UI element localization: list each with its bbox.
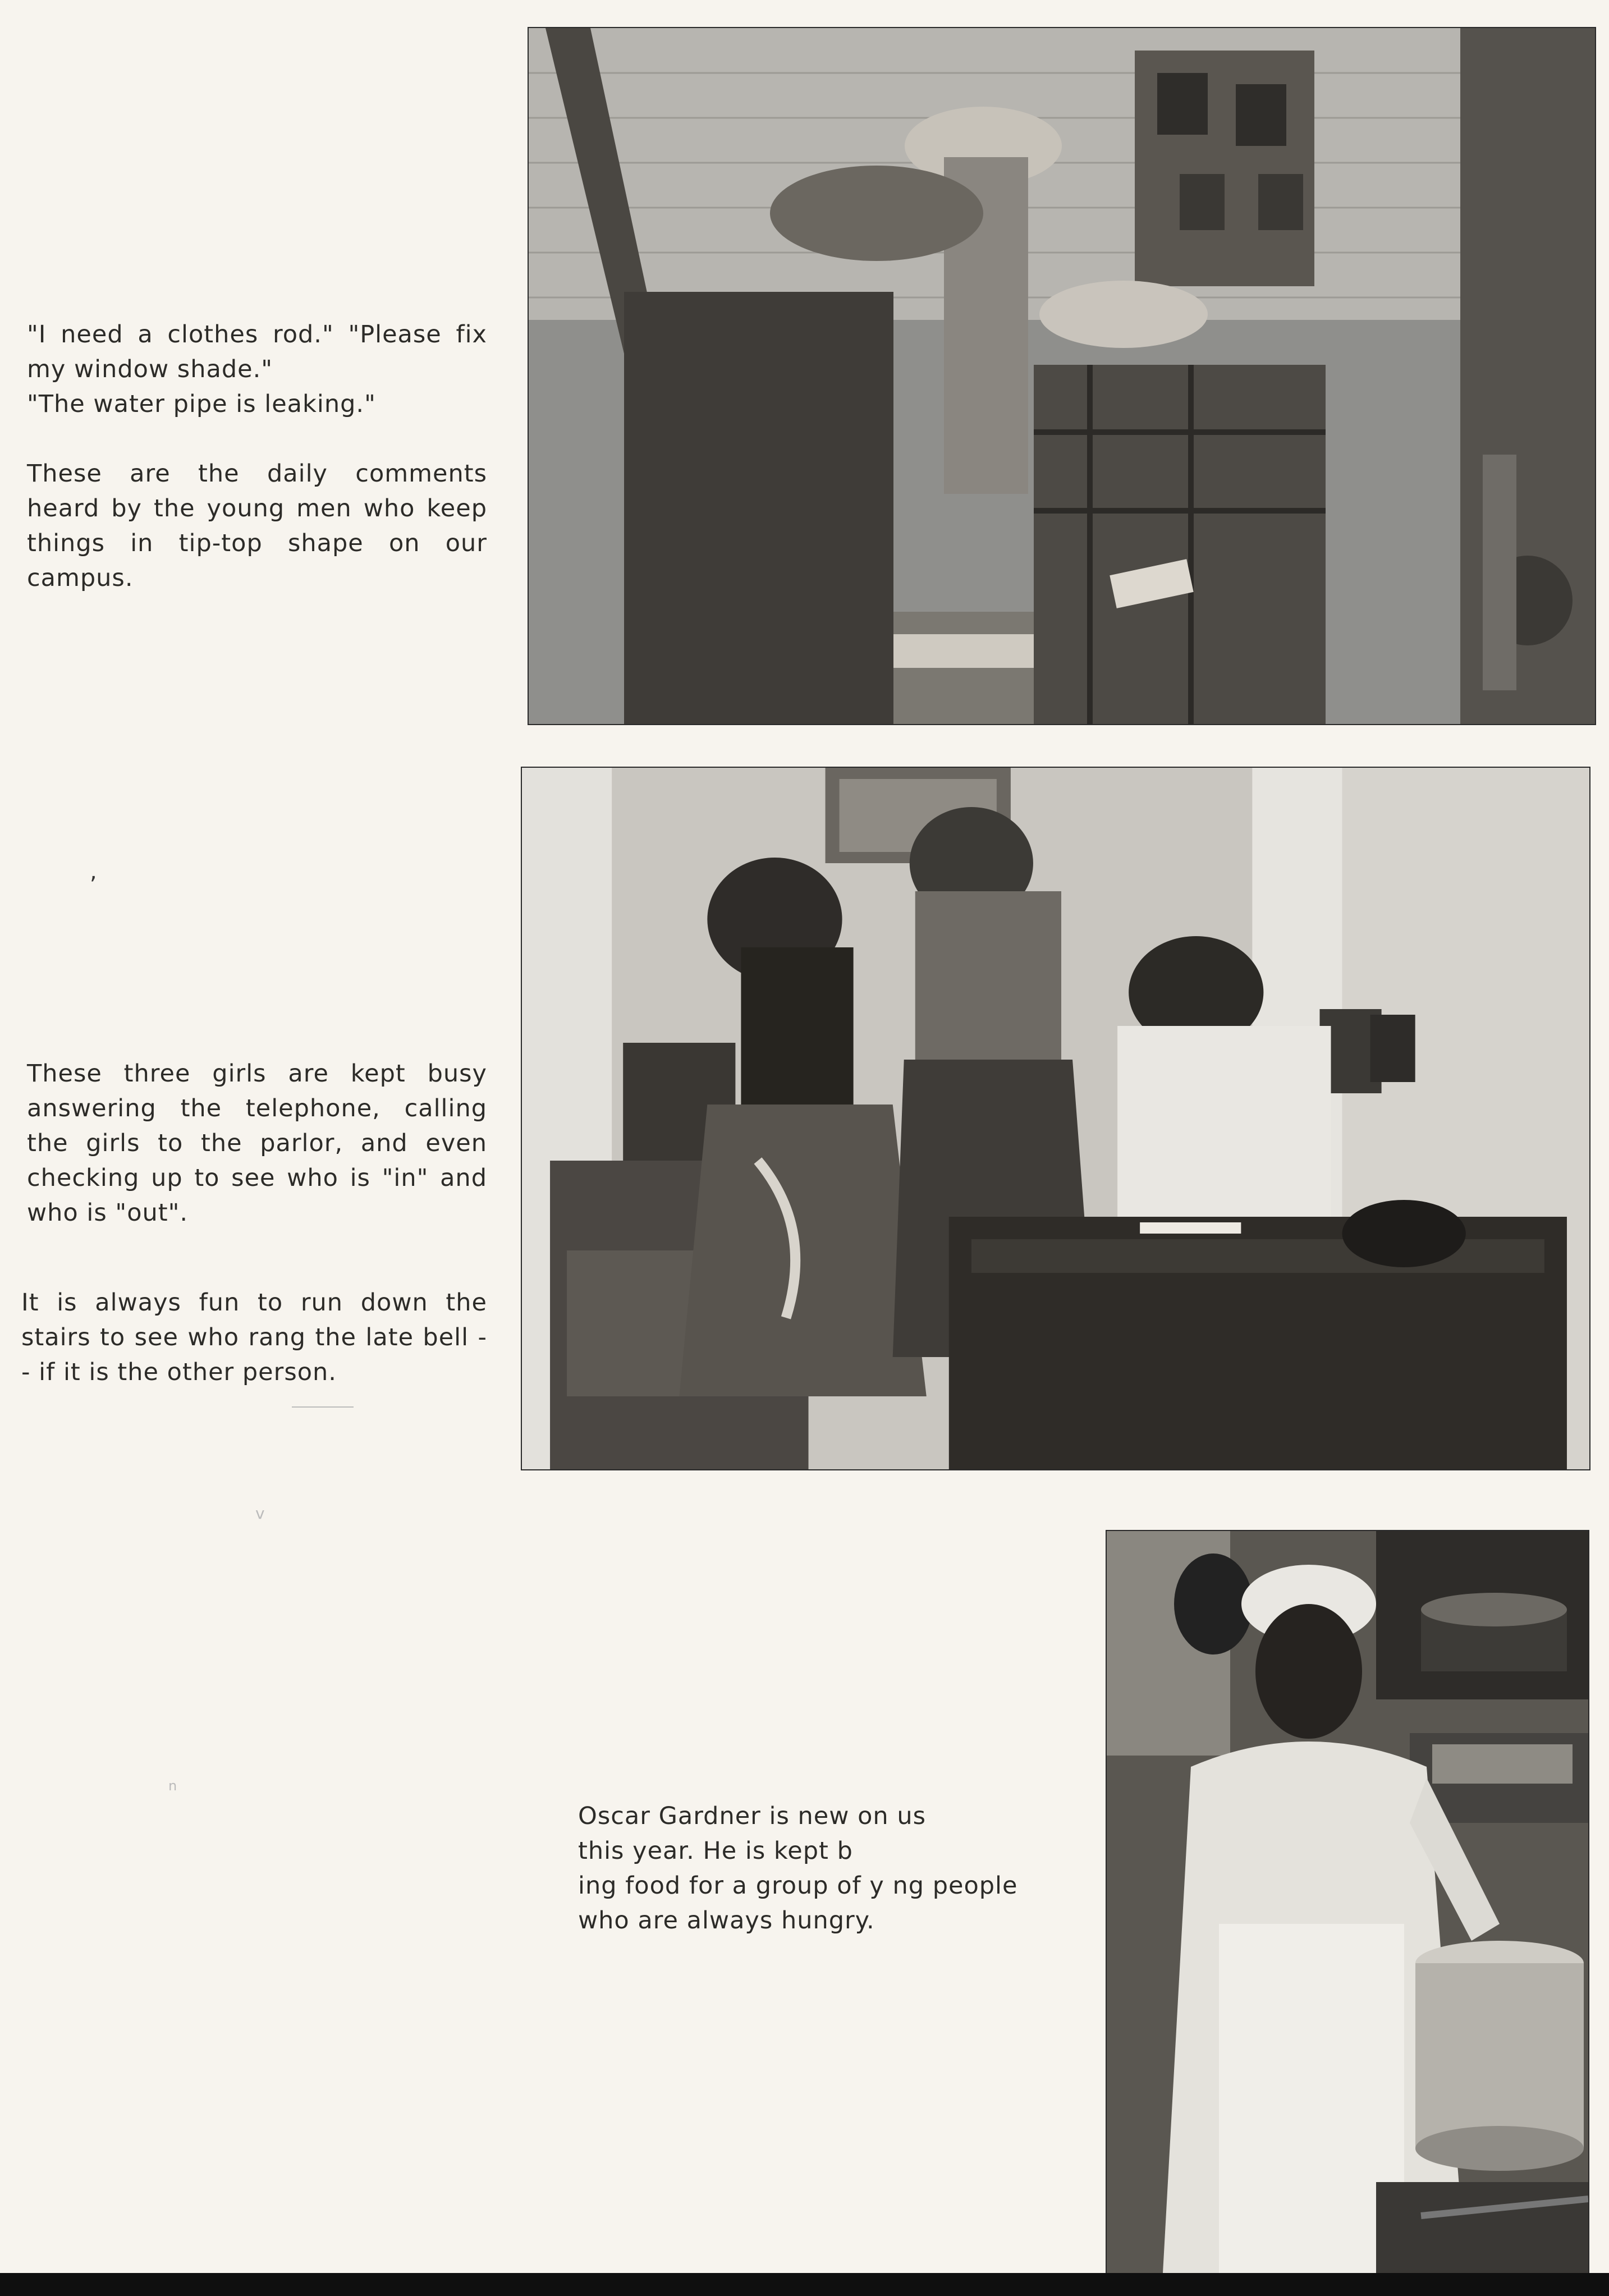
faint-rule — [292, 1406, 354, 1408]
maintenance-caption: "I need a clothes rod." "Please fix my window shade." "The water pipe is leaking." These are the daily comments heard by the young men who keep things in tip-top shape on our campus. — [27, 320, 487, 592]
cook-caption: Oscar Gardner is new on us this year. He is kept b ing food for a group of y ng people who are always hungry. — [578, 1802, 1018, 1935]
ink-speck: , — [90, 859, 97, 885]
maintenance-crew-photo — [528, 27, 1596, 725]
scan-edge — [0, 2273, 1609, 2296]
small-mark-2: n — [168, 1778, 177, 1794]
small-mark: v — [255, 1504, 265, 1523]
late-bell-caption: It is always fun to run down the stairs to see who rang the late bell -- if it is the other person. — [21, 1289, 487, 1386]
telephone-desk-photo — [521, 767, 1590, 1470]
cook-photo — [1106, 1530, 1589, 2274]
telephone-caption: These three girls are kept busy answering the telephone, calling the girls to the parlor, and even checking up to see who is "in" and who is "out". — [27, 1060, 487, 1227]
